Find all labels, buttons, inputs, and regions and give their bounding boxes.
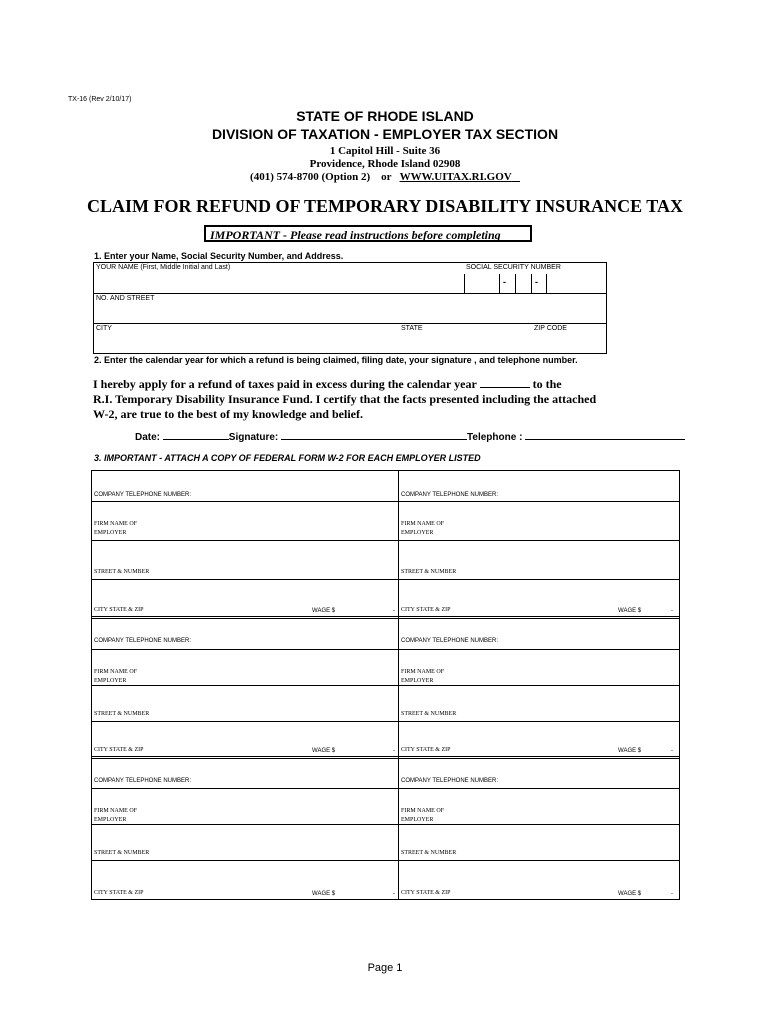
employer-2-phone-field[interactable]: [400, 473, 700, 500]
employer-4-wage-label: WAGE $: [618, 748, 642, 754]
calendar-year-field[interactable]: [480, 377, 530, 388]
ssn-dash-1: -: [503, 277, 506, 287]
employer-3-street-field[interactable]: [93, 686, 393, 720]
employer-5-employer-label: EMPLOYER: [94, 817, 127, 823]
employer-4-firm-label: FIRM NAME OF: [401, 669, 445, 675]
address-line-1: 1 Capitol Hill - Suite 36: [329, 145, 441, 157]
employer-3-wage-label: WAGE $: [312, 748, 336, 754]
employer-6-wage-dash: -: [671, 891, 673, 897]
employer-5-phone-field[interactable]: [93, 759, 393, 787]
important-notice: IMPORTANT - Please read instructions before completing: [204, 225, 532, 242]
employer-6-street-field[interactable]: [400, 825, 700, 859]
form-revision: TX-16 (Rev 2/10/17): [68, 96, 132, 103]
division-heading: DIVISION OF TAXATION - EMPLOYER TAX SECTION: [211, 126, 559, 142]
employer-grid: [91, 470, 680, 900]
employer-6-city-wage-field[interactable]: [400, 861, 700, 899]
employer-5-wage-label: WAGE $: [312, 891, 336, 897]
contact-line: [0, 171, 770, 183]
signature-field[interactable]: [281, 429, 467, 440]
employer-5-firm-field[interactable]: [93, 789, 393, 823]
employer-4-phone-field[interactable]: [400, 619, 700, 648]
signature-label: Signature:: [228, 432, 279, 443]
form-title: CLAIM FOR REFUND OF TEMPORARY DISABILITY INSURANCE TAX: [87, 196, 683, 216]
date-field[interactable]: [163, 429, 229, 440]
employer-6-street-label: STREET & NUMBER: [401, 850, 457, 856]
employer-5-street-field[interactable]: [93, 825, 393, 859]
state-heading: STATE OF RHODE ISLAND: [296, 108, 474, 124]
certification-text: [93, 377, 613, 422]
employer-4-city-wage-field[interactable]: [400, 722, 700, 756]
cert-line-3: W-2, are true to the best of my knowledge and belief.: [93, 407, 363, 421]
employer-5-phone-label: COMPANY TELEPHONE NUMBER:: [94, 778, 192, 784]
website-link[interactable]: WWW.UITAX.RI.GOV: [399, 171, 512, 183]
employer-6-firm-field[interactable]: [400, 789, 700, 823]
address-line-2: Providence, Rhode Island 02908: [309, 158, 461, 170]
city-label: CITY: [96, 325, 112, 332]
cert-line-2: R.I. Temporary Disability Insurance Fund. I certify that the facts presented including the attached: [93, 392, 597, 406]
cert-line-1a: I hereby apply for a refund of taxes paid in excess during the calendar year: [93, 377, 477, 391]
date-label: Date:: [135, 432, 161, 443]
page-number: Page 1: [367, 962, 403, 974]
employer-3-phone-label: COMPANY TELEPHONE NUMBER:: [94, 638, 192, 644]
employer-2-city-label: CITY STATE & ZIP: [401, 607, 451, 613]
employer-4-street-label: STREET & NUMBER: [401, 711, 457, 717]
employer-4-wage-dash: -: [671, 748, 673, 754]
ssn-dash-2: -: [535, 277, 538, 287]
employer-1-phone-label: COMPANY TELEPHONE NUMBER:: [94, 492, 192, 498]
employer-5-city-label: CITY STATE & ZIP: [94, 890, 144, 896]
cert-line-1b: to the: [532, 377, 562, 391]
employer-1-firm-label: FIRM NAME OF: [94, 521, 138, 527]
employer-2-firm-field[interactable]: [400, 502, 700, 539]
employer-1-employer-label: EMPLOYER: [94, 530, 127, 536]
city-state-zip-field[interactable]: [94, 324, 607, 353]
employer-6-wage-label: WAGE $: [618, 891, 642, 897]
ssn-label: SOCIAL SECURITY NUMBER: [466, 264, 561, 271]
employer-3-street-label: STREET & NUMBER: [94, 711, 150, 717]
street-field[interactable]: [94, 294, 607, 323]
employer-3-phone-field[interactable]: [93, 619, 393, 648]
employer-5-street-label: STREET & NUMBER: [94, 850, 150, 856]
employer-1-wage-label: WAGE $: [312, 608, 336, 614]
employer-4-street-field[interactable]: [400, 686, 700, 720]
employer-1-phone-field[interactable]: [93, 473, 393, 500]
name-field[interactable]: [94, 263, 462, 293]
or-text: or: [381, 171, 392, 183]
telephone-field[interactable]: [525, 429, 685, 440]
employer-5-firm-label: FIRM NAME OF: [94, 808, 138, 814]
employer-3-wage-dash: -: [393, 748, 395, 754]
employer-6-city-label: CITY STATE & ZIP: [401, 890, 451, 896]
employer-3-firm-field[interactable]: [93, 650, 393, 684]
phone-number: (401) 574-8700 (Option 2): [250, 171, 371, 183]
state-label: STATE: [401, 325, 423, 332]
employer-2-firm-label: FIRM NAME OF: [401, 521, 445, 527]
employer-2-phone-label: COMPANY TELEPHONE NUMBER:: [401, 492, 499, 498]
employer-2-street-label: STREET & NUMBER: [401, 569, 457, 575]
employer-3-city-label: CITY STATE & ZIP: [94, 747, 144, 753]
employer-4-firm-field[interactable]: [400, 650, 700, 684]
employer-2-city-wage-field[interactable]: [400, 580, 700, 616]
employer-6-employer-label: EMPLOYER: [401, 817, 434, 823]
employer-5-city-wage-field[interactable]: [93, 861, 393, 899]
street-label: NO. AND STREET: [96, 295, 155, 302]
telephone-label: Telephone :: [467, 432, 523, 443]
employer-2-wage-label: WAGE $: [618, 608, 642, 614]
employer-3-employer-label: EMPLOYER: [94, 678, 127, 684]
employer-1-wage-dash: -: [393, 608, 395, 614]
employer-4-city-label: CITY STATE & ZIP: [401, 747, 451, 753]
date-row: [135, 429, 685, 443]
employer-1-firm-field[interactable]: [93, 502, 393, 539]
zip-label: ZIP CODE: [534, 325, 567, 332]
employer-1-city-wage-field[interactable]: [93, 580, 393, 616]
section-1-heading: 1. Enter your Name, Social Security Number, and Address.: [94, 251, 344, 261]
employer-6-phone-field[interactable]: [400, 759, 700, 787]
employer-1-street-field[interactable]: [93, 541, 393, 578]
name-label: YOUR NAME (First, Middle Initial and Last): [96, 264, 231, 271]
section-2-heading: 2. Enter the calendar year for which a refund is being claimed, filing date, your signature , and telephone number.: [94, 355, 578, 365]
employer-2-employer-label: EMPLOYER: [401, 530, 434, 536]
employer-4-phone-label: COMPANY TELEPHONE NUMBER:: [401, 638, 499, 644]
employer-2-street-field[interactable]: [400, 541, 700, 578]
personal-info-box: [93, 262, 607, 354]
employer-1-street-label: STREET & NUMBER: [94, 569, 150, 575]
employer-6-phone-label: COMPANY TELEPHONE NUMBER:: [401, 778, 499, 784]
section-3-heading: 3. IMPORTANT - ATTACH A COPY OF FEDERAL FORM W-2 FOR EACH EMPLOYER LISTED: [94, 453, 481, 463]
employer-3-firm-label: FIRM NAME OF: [94, 669, 138, 675]
employer-2-wage-dash: -: [671, 608, 673, 614]
employer-3-city-wage-field[interactable]: [93, 722, 393, 756]
employer-6-firm-label: FIRM NAME OF: [401, 808, 445, 814]
employer-1-city-label: CITY STATE & ZIP: [94, 607, 144, 613]
employer-4-employer-label: EMPLOYER: [401, 678, 434, 684]
employer-5-wage-dash: -: [393, 891, 395, 897]
